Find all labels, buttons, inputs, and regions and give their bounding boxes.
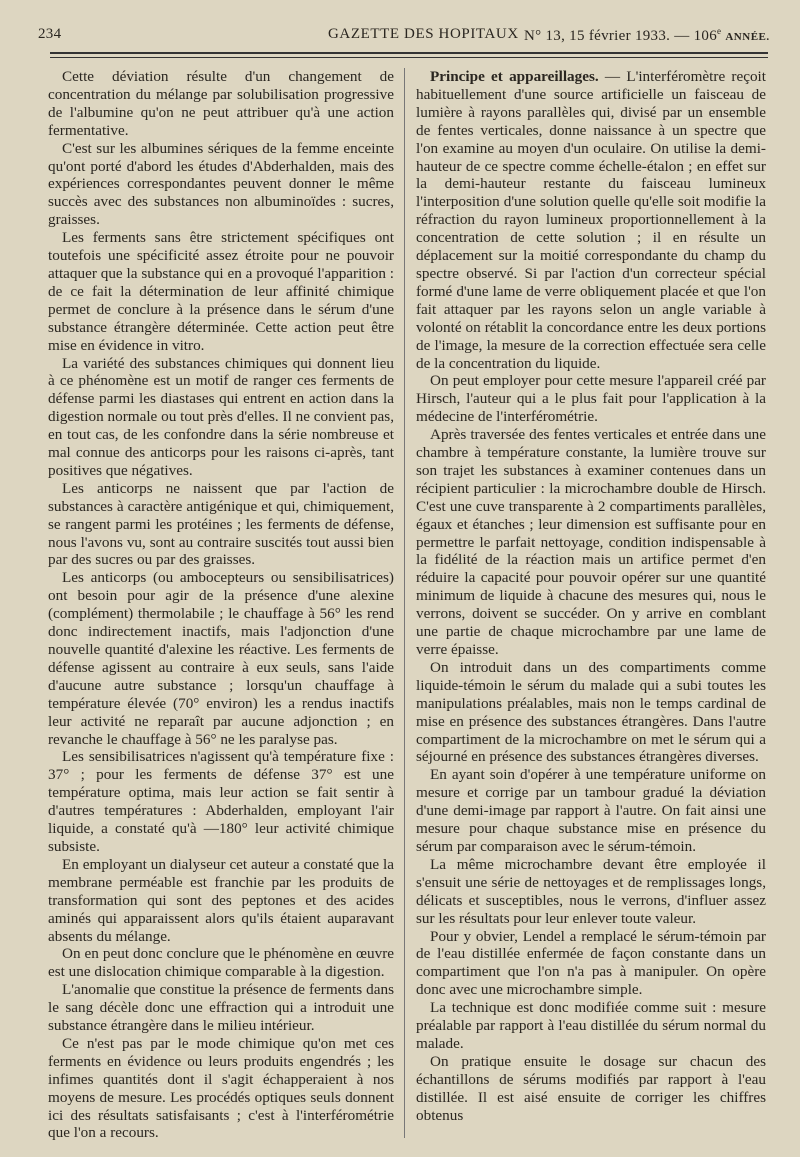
section-paragraph bbox=[416, 68, 766, 372]
paragraph: La variété des substances chimiques qui donnent lieu à ce phénomène est un motif de ranger ces ferments de défense parmi les diastases qui entrent en action dans la digestion normale ou tout près d'elles. Il ne convient pas, en tout cas, de les confondre dans la série nombreuse et mal connue des anticorps pour les raisons ci-après, tant positives que négatives. bbox=[48, 354, 394, 479]
column-divider bbox=[404, 68, 405, 1138]
header-rule-thin bbox=[50, 57, 768, 58]
paragraph: Après traversée des fentes verticales et entrée dans une chambre à température constante, la lumière trouve sur son trajet les substances à examiner contenues dans un récipient particulier : la microchambre double de Hirsch. C'est une cuve transparente à 2 compartiments parallèles, égaux et étanches ; leur dimension est suffisante pour en permettre le parfait nettoyage, condition indispensable à la fidélité de la réaction mais un artifice permet d'en réduire la capacité pour pouvoir opérer sur une quantité minimum de liquide à chacune des mesures qui, nous le verrons, doivent se succéder. On y arrive en comblant une partie de chaque microchambre par une lame de verre épaisse. bbox=[416, 426, 766, 658]
paragraph: Pour y obvier, Lendel a remplacé le sérum-témoin par de l'eau distillée enfermée de façon constante dans un compartiment que l'on n'a pas à manipuler. On opère donc avec une microchambre simple. bbox=[416, 927, 766, 999]
issue-annee: ANNÉE. bbox=[725, 31, 770, 43]
paragraph: Les sensibilisatrices n'agissent qu'à température fixe : 37° ; pour les ferments de défense 37° est une température optima, mais leur action se fait sentir à d'autres températures : Abderhalden, employant l'air liquide, a constaté qu'à —180° leur activité chimique subsiste. bbox=[48, 748, 394, 855]
page-number: 234 bbox=[38, 26, 62, 42]
section-heading: Principe et appareillages. bbox=[430, 68, 599, 85]
paragraph: L'anomalie que constitue la présence de ferments dans le sang décèle donc une effraction qui a introduit une substance étrangère dans le milieu intérieur. bbox=[48, 981, 394, 1035]
paragraph: On peut employer pour cette mesure l'appareil créé par Hirsch, l'auteur qui a le plus fait pour l'application à la médecine de l'interférométrie. bbox=[416, 372, 766, 426]
issue-sup: e bbox=[717, 26, 722, 36]
paragraph: On introduit dans un des compartiments comme liquide-témoin le sérum du malade qui a subi toutes les manipulations préalables, mais non le temps cardinal de mise en présence des substances étrangères. Dans l'autre compartiment de la microchambre on met le sérum qui a séjourné en présence des substances étrangères diverses. bbox=[416, 658, 766, 766]
paragraph: Les anticorps ne naissent que par l'action de substances à caractère antigénique et qui, chimiquement, se rangent parmi les protéines ; les ferments de défense, nous l'avons vu, sont au contraire suscités tout aussi bien par des sucres ou par des graisses. bbox=[48, 479, 394, 569]
section-paragraph-text: — L'interféromètre reçoit habituellement d'une source artificielle un faisceau de lumière à rayons parallèles qui, divisé par un ensemble de fentes verticales, donne naissance à un spectre que l'on examine au moyen d'un oculaire. On utilise la demi-hauteur de ce spectre comme échelle-étalon ; en effet sur la demi-hauteur restante du faisceau lumineux l'interposition d'une solution quelle qu'elle soit modifie la réfraction du rayon lumineux proportionnellement à la concentration de cette solution ; il en résulte un déplacement sur la moitié correspondante du champ du spectre observé. Si par l'action d'un correcteur spécial formé d'une lame de verre obliquement placée et que l'on fait attaquer par les rayons selon un angle variable à volonté on rétablit la concordance entre les deux portions de l'image, la mesure de la correction effectuée sera celle de la concentration du liquide. bbox=[416, 68, 766, 372]
paragraph: La technique est donc modifiée comme suit : mesure préalable par rapport à l'eau distillée du sérum normal du malade. bbox=[416, 999, 766, 1052]
paragraph: Cette déviation résulte d'un changement de concentration du mélange par solubilisation progressive de l'albumine qu'on ne peut attribuer qu'à une action fermentative. bbox=[48, 68, 394, 139]
journal-title: GAZETTE DES HOPITAUX bbox=[328, 26, 519, 42]
paragraph: Ce n'est pas par le mode chimique qu'on met ces ferments en évidence ou leurs produits engendrés ; les infimes quantités dont il s'agit échapperaient à nos moyens de mesure. Les procédés optiques seuls donnent ici des résultats satisfaisants ; c'est à l'interférométrie que l'on a recours. bbox=[48, 1034, 394, 1142]
left-column bbox=[48, 68, 394, 1142]
paragraph: C'est sur les albumines sériques de la femme enceinte qu'ont porté d'abord les études d'Abderhalden, mais des expériences correspondantes peuvent donner le même succès avec des substances non albuminoïdes : sucres, graisses. bbox=[48, 139, 394, 229]
paragraph: Les anticorps (ou ambocepteurs ou sensibilisatrices) ont besoin pour agir de la présence d'une alexine (complément) thermolabile ; le chauffage à 56° les rend donc indirectement inactifs, mais l'adjonction d'une nouvelle quantité d'alexine les réactive. Les ferments de défense agissent au contraire à eux seuls, sans l'aide d'aucune autre substance ; lorsqu'un chauffage à température élevée (70° environ) les a rendus inactifs leur activité ne reparaît par aucune adjonction ; en revanche le chauffage à 56° ne les paralyse pas. bbox=[48, 569, 394, 748]
issue-info bbox=[524, 26, 770, 45]
paragraph: On pratique ensuite le dosage sur chacun des échantillons de sérums modifiés par rapport à l'eau distillée. Il est aisé ensuite de corriger les chiffres obtenus bbox=[416, 1052, 766, 1124]
paragraph: En employant un dialyseur cet auteur a constaté que la membrane perméable est franchie par les produits de transformation qui sont des peptones et des acides aminés qui apparaissent alors qu'ils étaient auparavant absents du mélange. bbox=[48, 855, 394, 945]
header-rule-thick bbox=[50, 52, 768, 54]
issue-date: N° 13, 15 février 1933. — 106 bbox=[524, 28, 717, 44]
paragraph: On en peut donc conclure que le phénomène en œuvre est une dislocation chimique comparable à la digestion. bbox=[48, 945, 394, 981]
paragraph: La même microchambre devant être employée il s'ensuit une série de nettoyages et de remplissages longs, délicats et susceptibles, nous le verrons, d'influer assez sur les résultats pour leur enlever toute valeur. bbox=[416, 855, 766, 927]
right-column bbox=[416, 68, 766, 1124]
paragraph: En ayant soin d'opérer à une température uniforme on mesure et corrige par un tambour gradué la déviation d'une demi-image par rapport à l'autre. On fait ainsi une mesure pour chaque substance mise en présence du sérum par comparaison avec le sérum-témoin. bbox=[416, 766, 766, 855]
page-header bbox=[38, 26, 778, 48]
paragraph: Les ferments sans être strictement spécifiques ont toutefois une spécificité assez étroite pour ne pouvoir attaquer que la substance qui en a provoqué l'apparition : de ce fait la détermination de leur affinité chimique permet de conclure à la présence dans le sérum d'une substance étrangère déterminée. Cette action peut être mise en évidence in vitro. bbox=[48, 229, 394, 354]
